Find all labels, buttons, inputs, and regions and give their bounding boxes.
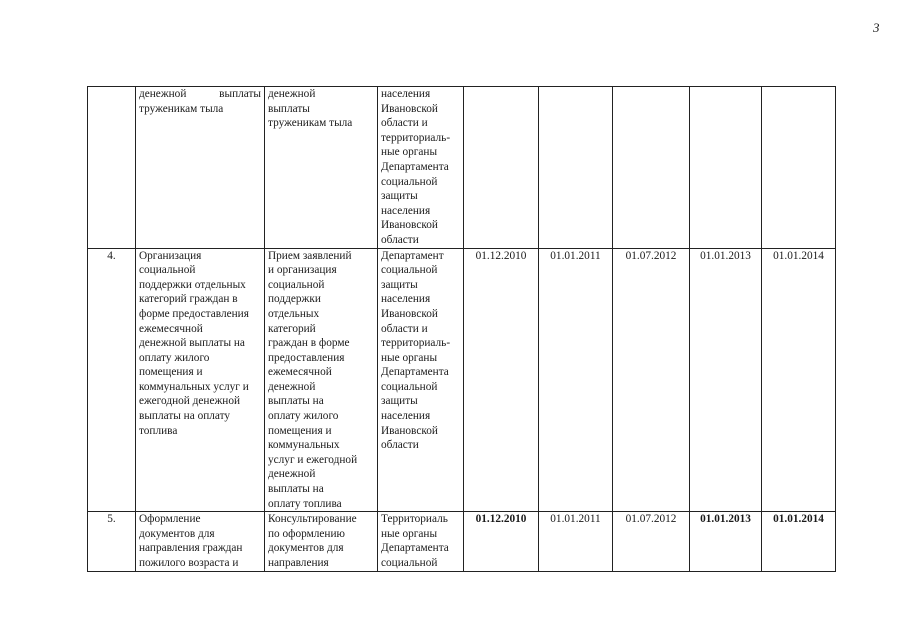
row-number xyxy=(88,87,136,249)
date-cell: 01.01.2013 xyxy=(690,248,762,512)
text-line: территориаль- xyxy=(381,337,451,350)
text-line: социальной xyxy=(139,264,196,277)
text-line: области xyxy=(381,233,419,246)
row-number: 4. xyxy=(88,248,136,512)
date-cell: 01.01.2014 xyxy=(762,512,836,571)
text-line: выплаты на оплату xyxy=(139,410,231,423)
text-line: области и xyxy=(381,322,428,335)
text-line: Консультирование xyxy=(268,513,357,526)
page-number: 3 xyxy=(873,20,880,35)
date-cell xyxy=(464,87,539,249)
text-line: Оформление xyxy=(139,513,201,526)
date-cell: 01.01.2013 xyxy=(690,512,762,571)
text-line: форме предоставления xyxy=(139,307,249,320)
text-line: оплату жилого xyxy=(139,351,210,364)
text-line: Департамент xyxy=(381,249,444,262)
text-line: документов для xyxy=(268,542,344,555)
date-cell xyxy=(690,87,762,249)
text-line: выплаты xyxy=(268,102,310,115)
event-content-cell xyxy=(265,248,378,512)
table-row xyxy=(88,512,836,571)
executor-cell xyxy=(378,248,464,512)
text-line: ежемесячной xyxy=(268,366,332,379)
text-line: защиты xyxy=(381,278,418,291)
text-line: области и xyxy=(381,117,428,130)
table-row xyxy=(88,248,836,512)
text-line: денежной выплаты xyxy=(139,88,261,100)
executor-cell xyxy=(378,87,464,249)
date-cell xyxy=(613,87,690,249)
text-line: Территориаль xyxy=(381,513,448,526)
text-line: направления граждан xyxy=(139,542,243,555)
text-line: Ивановской xyxy=(381,102,438,115)
program-table xyxy=(87,86,836,572)
event-name-cell xyxy=(136,512,265,571)
text-line: документов для xyxy=(139,527,215,540)
text-line: помещения и xyxy=(139,366,203,379)
text-line: коммунальных xyxy=(268,439,340,452)
text-line: труженикам тыла xyxy=(139,102,224,115)
text-line: Департамента xyxy=(381,542,449,555)
text-line: Ивановской xyxy=(381,307,438,320)
date-cell: 01.01.2011 xyxy=(539,248,613,512)
text-line: Ивановской xyxy=(381,424,438,437)
text-line: населения xyxy=(381,410,431,423)
text-line: выплаты на xyxy=(268,395,324,408)
text-line: области xyxy=(381,439,419,452)
text-line: Департамента xyxy=(381,366,449,379)
text-line: Департамента xyxy=(381,160,449,173)
text-line: отдельных xyxy=(268,307,320,320)
text-line: труженикам тыла xyxy=(268,117,353,130)
date-cell: 01.01.2011 xyxy=(539,512,613,571)
text-line: помещения и xyxy=(268,424,332,437)
text-line: социальной xyxy=(381,380,438,393)
text-line: денежной xyxy=(268,88,316,100)
date-cell xyxy=(762,87,836,249)
text-line: граждан в форме xyxy=(268,337,350,350)
text-line: денежной xyxy=(268,468,316,481)
row-number: 5. xyxy=(88,512,136,571)
text-line: ные органы xyxy=(381,146,438,159)
text-line: территориаль- xyxy=(381,131,451,144)
text-line: денежной выплаты на xyxy=(139,337,245,350)
text-line: населения xyxy=(381,204,431,217)
text-line: Прием заявлений xyxy=(268,249,352,262)
text-line: топлива xyxy=(139,424,178,437)
text-line: денежной xyxy=(268,380,316,393)
text-line: ные органы xyxy=(381,351,438,364)
text-line: поддержки xyxy=(268,293,321,306)
text-line: Ивановской xyxy=(381,219,438,232)
text-line: социальной xyxy=(381,264,438,277)
text-line: и организация xyxy=(268,264,337,277)
text-line: Организация xyxy=(139,249,202,262)
text-line: услуг и ежегодной xyxy=(268,453,358,466)
date-cell xyxy=(539,87,613,249)
text-line: выплаты на xyxy=(268,483,324,496)
text-line: населения xyxy=(381,88,431,100)
date-cell: 01.07.2012 xyxy=(613,248,690,512)
table-row xyxy=(88,87,836,249)
text-line: предоставления xyxy=(268,351,345,364)
text-line: социальной xyxy=(268,278,325,291)
executor-cell xyxy=(378,512,464,571)
event-content-cell xyxy=(265,512,378,571)
text-line: категорий граждан в xyxy=(139,293,238,306)
text-line: социальной xyxy=(381,557,438,569)
text-line: оплату жилого xyxy=(268,410,339,423)
text-line: ные органы xyxy=(381,527,438,540)
date-cell: 01.01.2014 xyxy=(762,248,836,512)
text-line: населения xyxy=(381,293,431,306)
text-line: ежемесячной xyxy=(139,322,203,335)
event-content-cell xyxy=(265,87,378,249)
text-line: по оформлению xyxy=(268,527,345,540)
text-line: пожилого возраста и xyxy=(139,557,239,569)
event-name-cell xyxy=(136,87,265,249)
date-cell: 01.12.2010 xyxy=(464,512,539,571)
date-cell: 01.07.2012 xyxy=(613,512,690,571)
date-cell: 01.12.2010 xyxy=(464,248,539,512)
text-line: направления xyxy=(268,557,329,569)
event-name-cell xyxy=(136,248,265,512)
text-line: поддержки отдельных xyxy=(139,278,246,291)
text-line: коммунальных услуг и xyxy=(139,380,249,393)
text-line: социальной xyxy=(381,175,438,188)
text-line: категорий xyxy=(268,322,316,335)
text-line: ежегодной денежной xyxy=(139,395,241,408)
text-line: защиты xyxy=(381,395,418,408)
text-line: оплату топлива xyxy=(268,497,342,510)
text-line: защиты xyxy=(381,190,418,203)
